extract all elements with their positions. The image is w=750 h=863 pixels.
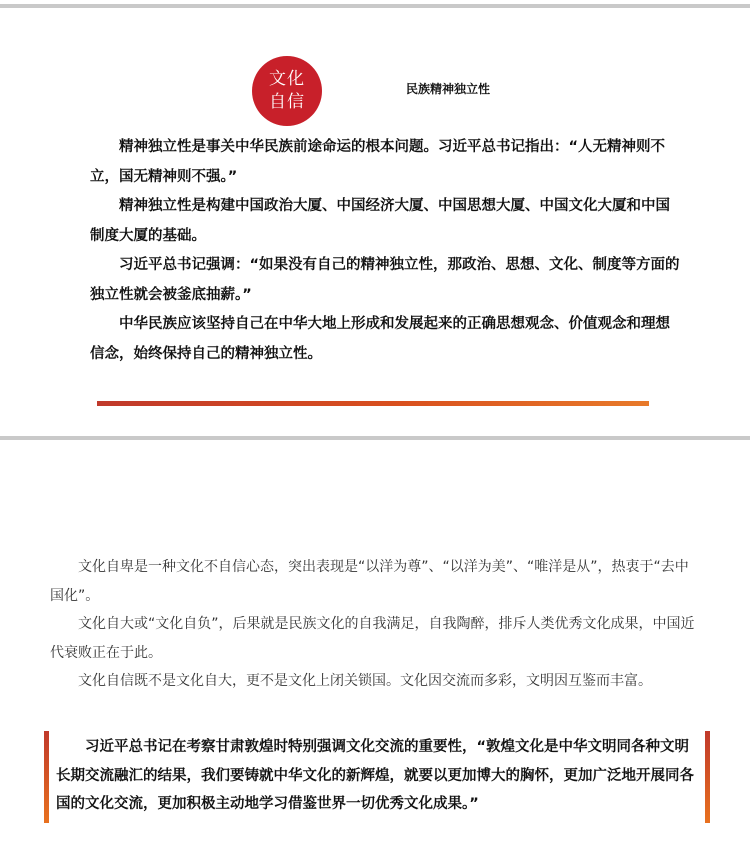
spirit-independence-text — [90, 133, 680, 369]
quote-text: 习近平总书记在考察甘肃敦煌时特别强调文化交流的重要性，“敦煌文化是中华文明同各种文明长期交流融汇的结果，我们要铸就中华文化的新辉煌，就要以更加博大的胸怀，更加广泛地开展同各国的文化交流，更加积极主动地学习借鉴世界一切优秀文化成果。” — [56, 739, 694, 812]
paragraph: 精神独立性是构建中国政治大厦、中国经济大厦、中国思想大厦、中国文化大厦和中国制度大厦的基础。 — [90, 198, 670, 244]
badge-line-2: 自信 — [269, 92, 305, 112]
culture-confidence-text — [50, 553, 700, 696]
paragraph: 文化自卑是一种文化不自信心态，突出表现是“以洋为尊”、“以洋为美”、“唯洋是从”，热衷于“去中国化”。 — [50, 559, 689, 604]
badge-line-1: 文化 — [269, 69, 305, 89]
gradient-underline — [97, 401, 649, 406]
middle-divider — [0, 436, 750, 440]
culture-confidence-badge — [252, 56, 322, 126]
section-title: 民族精神独立性 — [406, 82, 491, 96]
paragraph: 习近平总书记强调：“如果没有自己的精神独立性，那政治、思想、文化、制度等方面的独立性就会被釜底抽薪。” — [90, 257, 680, 303]
paragraph: 中华民族应该坚持自己在中华大地上形成和发展起来的正确思想观念、价值观念和理想信念，始终保持自己的精神独立性。 — [90, 316, 670, 362]
top-divider — [0, 4, 750, 8]
quote-block — [56, 733, 701, 819]
paragraph: 文化自大或“文化自负”，后果就是民族文化的自我满足，自我陶醉，排斥人类优秀文化成果，中国近代衰败正在于此。 — [50, 616, 695, 661]
quote-right-bar — [705, 731, 710, 823]
paragraph: 精神独立性是事关中华民族前途命运的根本问题。习近平总书记指出：“人无精神则不立，国无精神则不强。” — [90, 139, 666, 185]
quote-left-bar — [44, 731, 49, 823]
paragraph: 文化自信既不是文化自大，更不是文化上闭关锁国。文化因交流而多彩，文明因互鉴而丰富。 — [78, 673, 652, 689]
